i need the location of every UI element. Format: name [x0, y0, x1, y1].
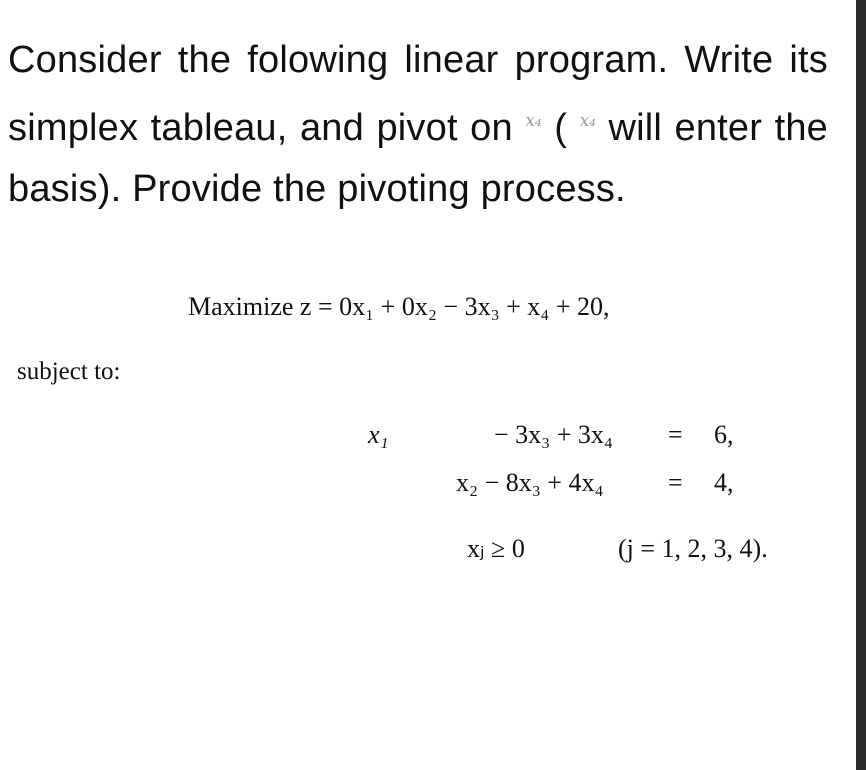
constraint-2-lhs: x₂ − 8x₃ + 4x₄	[456, 468, 604, 497]
constraint-1-lhs: − 3x₃ + 3x₄	[494, 420, 613, 449]
question-part-2: (	[554, 107, 568, 149]
index-range: (j = 1, 2, 3, 4).	[618, 534, 768, 563]
right-border	[856, 0, 866, 770]
variable-x4-inline: x₄	[525, 111, 542, 131]
constraint-2-equals: =	[668, 468, 683, 497]
constraint-2-rhs: 4,	[714, 468, 734, 497]
question-part-3: will enter the basis). Provide the pivoting process.	[8, 107, 829, 210]
question-text	[8, 30, 828, 220]
variable-x4-inline-second: x₄	[579, 111, 596, 131]
nonnegativity-constraint: xⱼ ≥ 0	[467, 534, 525, 563]
constraint-1-x1: x₁	[368, 420, 389, 449]
constraint-1-rhs: 6,	[714, 420, 734, 449]
objective-function: Maximize z = 0x₁ + 0x₂ − 3x₃ + x₄ + 20,	[188, 292, 610, 321]
constraint-1-equals: =	[668, 420, 683, 449]
subject-to-label: subject to:	[17, 358, 121, 385]
question-part-1: Consider the folowing linear program. Write its simplex tableau, and pivot on	[8, 39, 828, 149]
